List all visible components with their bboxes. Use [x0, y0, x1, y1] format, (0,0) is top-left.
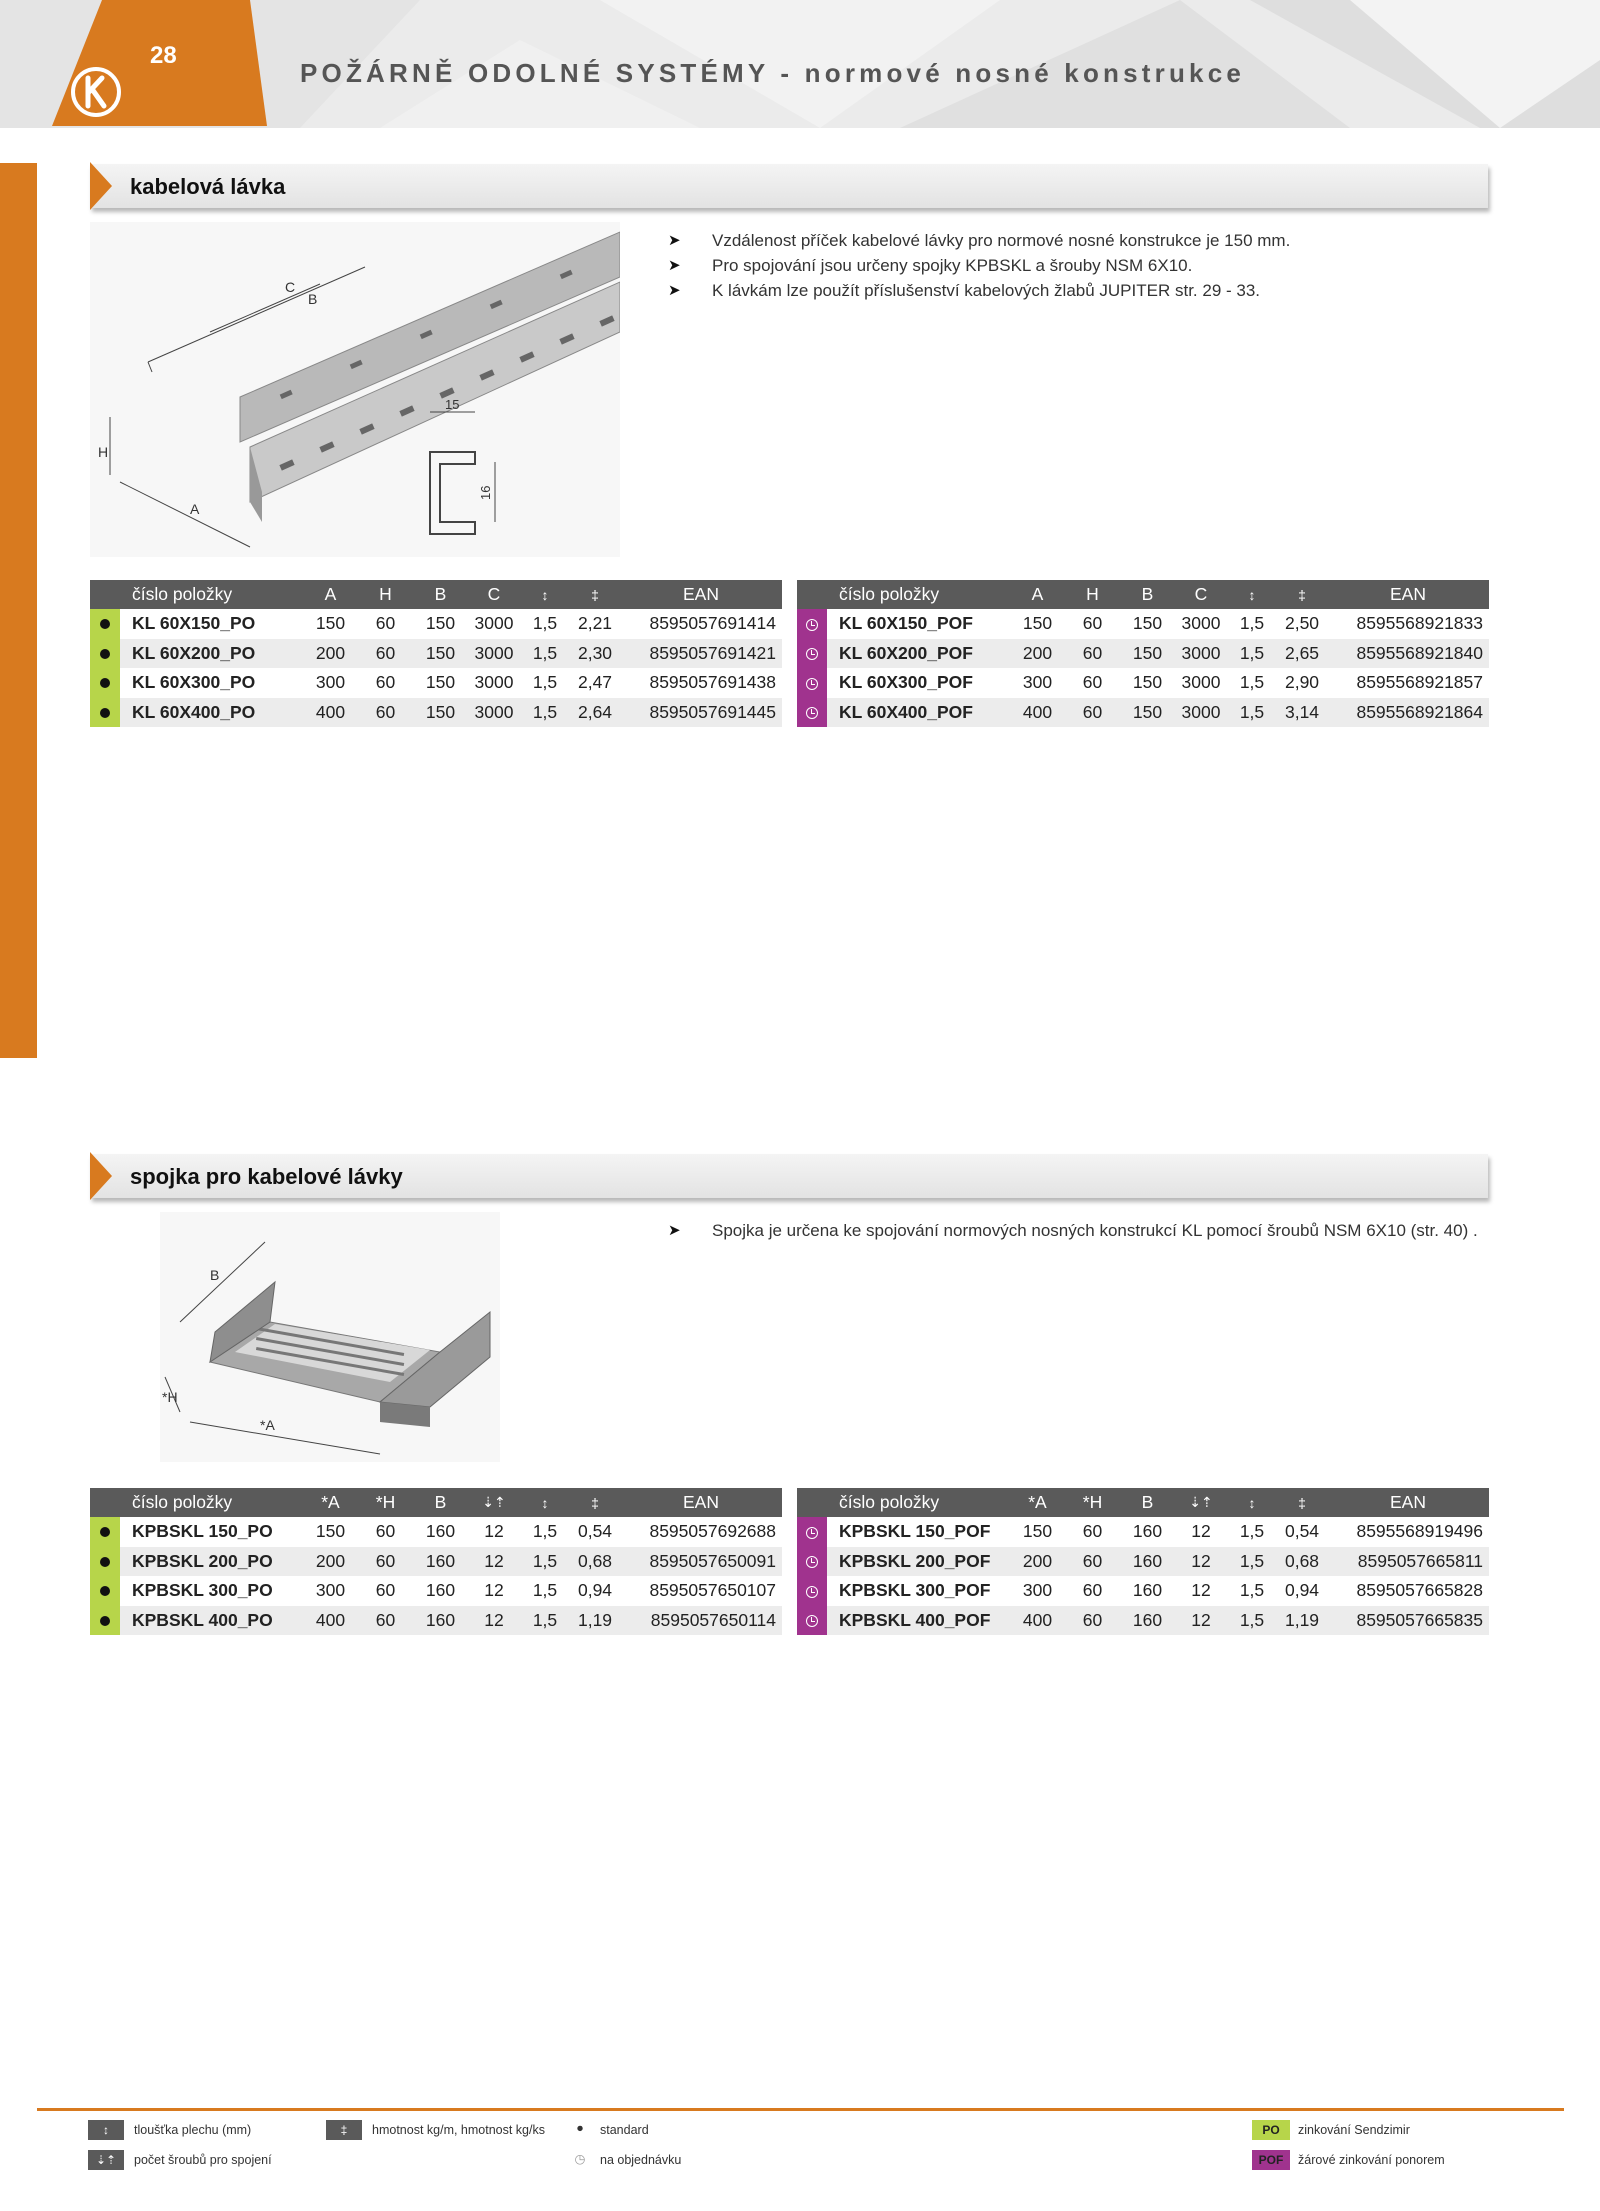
table-header-row: [797, 1488, 1489, 1517]
ean-code: 8595057665835: [1327, 1606, 1489, 1636]
col-header: číslo položky: [120, 1488, 303, 1517]
table-cell: 2,30: [570, 639, 620, 669]
table-cell: 300: [1022, 1580, 1053, 1601]
ean-code: 8595057691445: [620, 698, 782, 728]
item-code: KL 60X400_POF: [827, 698, 1010, 728]
clock-icon: [806, 1556, 818, 1568]
table-cell: 2,65: [1277, 639, 1327, 669]
col-header: *H: [358, 1488, 413, 1517]
table-cell: 60: [1065, 698, 1120, 728]
legend-weight: ‡ hmotnost kg/m, hmotnost kg/ks: [326, 2120, 586, 2142]
table-cell: 60: [358, 1606, 413, 1636]
thickness-icon: ↕: [1227, 580, 1277, 609]
table-cell: 160: [413, 1547, 468, 1577]
ean-code: 8595057691438: [649, 672, 776, 693]
col-header: *A: [1010, 1488, 1065, 1517]
table-cell: 3000: [1181, 613, 1221, 634]
table-cell: 0,54: [1284, 1521, 1320, 1542]
connector-drawing: [160, 1212, 500, 1462]
table-cell: 1,5: [520, 698, 570, 728]
table-cell: 1,5: [532, 613, 558, 634]
table-row: [90, 1547, 782, 1577]
table-cell: 150: [1132, 672, 1163, 693]
ean-code: 8595568921857: [1356, 672, 1483, 693]
connector-table-pof: [797, 1488, 1489, 1635]
table-row: [90, 1517, 782, 1547]
clock-icon: [806, 678, 818, 690]
table-cell: 1,5: [520, 1547, 570, 1577]
section-header-connector: [90, 1152, 1490, 1204]
table-cell: 300: [315, 1580, 346, 1601]
col-header: B: [413, 580, 468, 609]
dim-label-16: 16: [478, 485, 493, 500]
col-header: B: [413, 1488, 468, 1517]
col-header: číslo položky: [827, 580, 1010, 609]
table-cell: 12: [1191, 1521, 1211, 1542]
dim-label-a: *A: [260, 1417, 275, 1433]
col-header: H: [1065, 580, 1120, 609]
table-cell: 60: [1082, 1580, 1103, 1601]
clock-icon: [806, 1586, 818, 1598]
table-cell: 150: [315, 1521, 346, 1542]
table-header-row: [90, 1488, 782, 1517]
item-code: KL 60X150_POF: [839, 613, 973, 634]
table-cell: 1,5: [520, 1606, 570, 1636]
dim-label-h: *H: [162, 1389, 178, 1405]
table-row: [90, 698, 782, 728]
table-cell: 3000: [1175, 698, 1227, 728]
ean-code: 8595568921833: [1356, 613, 1483, 634]
item-code: KL 60X300_POF: [839, 672, 973, 693]
table-cell: 0,94: [577, 1580, 613, 1601]
cable-ladder-drawing: [90, 222, 620, 557]
table-cell: 150: [1120, 698, 1175, 728]
pof-badge: POF: [1252, 2150, 1290, 2170]
col-header: B: [1120, 1488, 1175, 1517]
table-cell: 200: [303, 1547, 358, 1577]
on-order-marker: [797, 668, 827, 698]
clock-icon: [806, 619, 818, 631]
footer-divider: [37, 2108, 1564, 2111]
table-cell: 12: [484, 1580, 504, 1601]
on-order-marker: [797, 698, 827, 728]
thickness-icon: ↕: [520, 1488, 570, 1517]
k-logo-icon: [70, 66, 122, 118]
table-cell: 400: [303, 698, 358, 728]
bolt-count-icon: ⇣⇡: [1175, 1488, 1227, 1517]
item-code: KPBSKL 150_PO: [132, 1521, 273, 1542]
col-header: H: [358, 580, 413, 609]
table-cell: 160: [1120, 1606, 1175, 1636]
header-title: POŽÁRNĚ ODOLNÉ SYSTÉMY - normové nosné konstrukce: [300, 58, 1246, 88]
standard-marker: [90, 1517, 120, 1547]
table-row: [797, 639, 1489, 669]
table-row: [90, 668, 782, 698]
table-header-row: [797, 580, 1489, 609]
table-cell: 0,94: [1284, 1580, 1320, 1601]
item-code: KL 60X200_POF: [827, 639, 1010, 669]
clock-icon: [806, 1527, 818, 1539]
table-cell: 160: [1132, 1580, 1163, 1601]
ean-code: 8595057692688: [649, 1521, 776, 1542]
bullet-item: ➤ K lávkám lze použít příslušenství kabelových žlabů JUPITER str. 29 - 33.: [668, 278, 1488, 303]
section1-bullets: [668, 228, 1488, 303]
dim-label-b: B: [308, 291, 318, 307]
table-cell: 1,5: [1227, 1547, 1277, 1577]
bullet-item: ➤ Vzdálenost příček kabelové lávky pro normové nosné konstrukce je 150 mm.: [668, 228, 1488, 253]
table-cell: 2,47: [577, 672, 613, 693]
ean-code: 8595057665828: [1356, 1580, 1483, 1601]
table-header-row: [90, 580, 782, 609]
standard-dot-icon: [100, 619, 110, 629]
item-code: KPBSKL 200_POF: [827, 1547, 1010, 1577]
table-cell: 3000: [1175, 639, 1227, 669]
table-cell: 60: [375, 1580, 396, 1601]
col-header: A: [303, 580, 358, 609]
item-code: KPBSKL 200_PO: [120, 1547, 303, 1577]
table-cell: 12: [468, 1547, 520, 1577]
table-cell: 150: [413, 639, 468, 669]
standard-marker: [90, 639, 120, 669]
table-cell: 1,5: [532, 672, 558, 693]
table-cell: 60: [1082, 613, 1103, 634]
ean-code: 8595057650107: [649, 1580, 776, 1601]
table-cell: 60: [358, 698, 413, 728]
table-cell: 200: [303, 639, 358, 669]
table-cell: 12: [1175, 1606, 1227, 1636]
table-cell: 1,5: [1239, 1580, 1265, 1601]
table-row: [90, 1576, 782, 1606]
ean-code: 8595057665811: [1327, 1547, 1489, 1577]
table-cell: 60: [375, 1521, 396, 1542]
section-title: spojka pro kabelové lávky: [130, 1164, 403, 1189]
section-header-cable-ladder: [90, 162, 1490, 214]
legend-on-order: ◷ na objednávku: [570, 2150, 730, 2172]
section-arrow-icon: [90, 162, 112, 210]
table-cell: 150: [413, 698, 468, 728]
ean-code: 8595568919496: [1356, 1521, 1483, 1542]
item-code: KPBSKL 150_POF: [839, 1521, 991, 1542]
table-cell: 60: [358, 639, 413, 669]
clock-icon: [806, 648, 818, 660]
standard-marker: [90, 668, 120, 698]
thickness-icon: ↕: [88, 2120, 124, 2140]
table-cell: 60: [1065, 1606, 1120, 1636]
table-cell: 0,54: [577, 1521, 613, 1542]
table-row: [797, 1517, 1489, 1547]
table-cell: 12: [468, 1606, 520, 1636]
item-code: KL 60X300_PO: [132, 672, 256, 693]
standard-dot-icon: [100, 708, 110, 718]
section2-bullets: [668, 1218, 1488, 1243]
table-cell: 2,90: [1284, 672, 1320, 693]
on-order-marker: [797, 1517, 827, 1547]
standard-marker: [90, 609, 120, 639]
standard-marker: [90, 1576, 120, 1606]
table-cell: 2,21: [577, 613, 613, 634]
standard-marker: [90, 1606, 120, 1636]
item-code: KL 60X400_PO: [120, 698, 303, 728]
ean-code: 8595568921864: [1327, 698, 1489, 728]
weight-icon: ‡: [570, 1488, 620, 1517]
bullet-item: ➤ Spojka je určena ke spojování normových nosných konstrukcí KL pomocí šroubů NSM 6X10 (str. 40) .: [668, 1218, 1488, 1243]
col-header: EAN: [620, 1488, 782, 1517]
section-arrow-icon: [90, 1152, 112, 1200]
item-code: KPBSKL 300_POF: [839, 1580, 991, 1601]
table-cell: 60: [1082, 1521, 1103, 1542]
table-cell: 160: [1132, 1521, 1163, 1542]
standard-dot-icon: [100, 1527, 110, 1537]
table-cell: 2,64: [570, 698, 620, 728]
cable-ladder-table-po: [90, 580, 782, 727]
on-order-marker: [797, 1576, 827, 1606]
col-header: A: [1010, 580, 1065, 609]
item-code: KL 60X200_PO: [120, 639, 303, 669]
item-code: KL 60X150_PO: [132, 613, 256, 634]
table-cell: 200: [1010, 1547, 1065, 1577]
standard-dot-icon: [100, 649, 110, 659]
table-cell: 160: [1120, 1547, 1175, 1577]
table-cell: 400: [303, 1606, 358, 1636]
item-code: KPBSKL 400_POF: [827, 1606, 1010, 1636]
cable-ladder-table-pof: [797, 580, 1489, 727]
table-cell: 200: [1010, 639, 1065, 669]
table-cell: 400: [1010, 698, 1065, 728]
table-row: [797, 668, 1489, 698]
ean-code: 8595568921840: [1327, 639, 1489, 669]
table-cell: 3000: [468, 698, 520, 728]
table-cell: 3000: [474, 613, 514, 634]
legend-standard: ● standard: [570, 2120, 730, 2142]
table-row: [90, 609, 782, 639]
table-cell: 3000: [1181, 672, 1221, 693]
clock-icon: ◷: [574, 2152, 586, 2166]
standard-dot-icon: [100, 678, 110, 688]
table-cell: 160: [413, 1606, 468, 1636]
table-cell: 60: [375, 613, 396, 634]
legend-thickness: ↕ tloušťka plechu (mm): [88, 2120, 348, 2142]
on-order-marker: [797, 609, 827, 639]
connector-table-po: [90, 1488, 782, 1635]
table-cell: 1,5: [1227, 698, 1277, 728]
thickness-icon: ↕: [1227, 1488, 1277, 1517]
table-cell: 160: [425, 1580, 456, 1601]
left-accent-bar: [0, 163, 37, 1058]
dim-label-c: C: [285, 279, 296, 295]
clock-icon: [806, 707, 818, 719]
table-cell: 0,68: [570, 1547, 620, 1577]
table-cell: 1,5: [1227, 639, 1277, 669]
table-cell: 150: [1120, 639, 1175, 669]
table-row: [797, 609, 1489, 639]
section-title: kabelová lávka: [130, 174, 286, 199]
table-cell: 12: [484, 1521, 504, 1542]
col-header: *H: [1065, 1488, 1120, 1517]
standard-dot-icon: [100, 1586, 110, 1596]
standard-dot-icon: ●: [576, 2121, 584, 2135]
table-cell: 60: [1065, 639, 1120, 669]
col-header: EAN: [1327, 580, 1489, 609]
legend-po: PO zinkování Sendzimir: [1252, 2120, 1452, 2142]
po-badge: PO: [1252, 2120, 1290, 2140]
table-cell: 150: [315, 613, 346, 634]
thickness-icon: ↕: [520, 580, 570, 609]
table-cell: 1,5: [520, 639, 570, 669]
standard-dot-icon: [100, 1557, 110, 1567]
table-row: [797, 1606, 1489, 1636]
table-row: [90, 639, 782, 669]
col-header: C: [468, 580, 520, 609]
table-cell: 150: [425, 672, 456, 693]
page-number: 28: [150, 42, 177, 69]
item-code: KPBSKL 300_PO: [132, 1580, 273, 1601]
table-cell: 60: [375, 672, 396, 693]
col-header: *A: [303, 1488, 358, 1517]
table-cell: 1,19: [570, 1606, 620, 1636]
table-cell: 150: [1022, 613, 1053, 634]
table-cell: 60: [1065, 1547, 1120, 1577]
weight-icon: ‡: [1277, 580, 1327, 609]
table-row: [797, 1547, 1489, 1577]
table-cell: 1,5: [532, 1521, 558, 1542]
table-row: [797, 1576, 1489, 1606]
col-header: B: [1120, 580, 1175, 609]
clock-icon: [806, 1615, 818, 1627]
on-order-marker: [797, 1606, 827, 1636]
col-header: EAN: [620, 580, 782, 609]
weight-icon: ‡: [1277, 1488, 1327, 1517]
table-cell: 160: [425, 1521, 456, 1542]
table-cell: 1,19: [1277, 1606, 1327, 1636]
dim-label-b: B: [210, 1267, 220, 1283]
table-cell: 1,5: [532, 1580, 558, 1601]
dim-label-15: 15: [445, 397, 460, 412]
table-cell: 3000: [468, 639, 520, 669]
table-cell: 150: [1132, 613, 1163, 634]
table-cell: 60: [1082, 672, 1103, 693]
table-cell: 0,68: [1277, 1547, 1327, 1577]
on-order-marker: [797, 1547, 827, 1577]
weight-icon: ‡: [570, 580, 620, 609]
table-row: [797, 698, 1489, 728]
standard-marker: [90, 698, 120, 728]
table-cell: 150: [1022, 1521, 1053, 1542]
table-cell: 3,14: [1277, 698, 1327, 728]
col-header: EAN: [1327, 1488, 1489, 1517]
table-cell: 400: [1010, 1606, 1065, 1636]
table-cell: 12: [1175, 1547, 1227, 1577]
table-cell: 1,5: [1239, 672, 1265, 693]
table-cell: 1,5: [1227, 1606, 1277, 1636]
col-header: číslo položky: [827, 1488, 1010, 1517]
legend-pof: POF žárové zinkování ponorem: [1252, 2150, 1452, 2172]
standard-dot-icon: [100, 1616, 110, 1626]
on-order-marker: [797, 639, 827, 669]
table-cell: 2,50: [1284, 613, 1320, 634]
ean-code: 8595057691414: [649, 613, 776, 634]
table-cell: 300: [1022, 672, 1053, 693]
bullet-item: ➤ Pro spojování jsou určeny spojky KPBSKL a šrouby NSM 6X10.: [668, 253, 1488, 278]
dim-label-a: A: [190, 501, 200, 517]
weight-icon: ‡: [326, 2120, 362, 2140]
table-row: [90, 1606, 782, 1636]
standard-marker: [90, 1547, 120, 1577]
ean-code: 8595057650114: [620, 1606, 782, 1636]
dim-label-h: H: [98, 444, 109, 460]
bolt-count-icon: ⇣⇡: [468, 1488, 520, 1517]
table-cell: 60: [358, 1547, 413, 1577]
bolt-count-icon: ⇣⇡: [88, 2150, 124, 2170]
ean-code: 8595057650091: [620, 1547, 782, 1577]
table-cell: 12: [1191, 1580, 1211, 1601]
table-cell: 150: [425, 613, 456, 634]
table-cell: 300: [315, 672, 346, 693]
table-cell: 3000: [474, 672, 514, 693]
table-cell: 1,5: [1239, 1521, 1265, 1542]
legend-bolts: ⇣⇡ počet šroubů pro spojení: [88, 2150, 348, 2172]
col-header: C: [1175, 580, 1227, 609]
col-header: číslo položky: [120, 580, 303, 609]
ean-code: 8595057691421: [620, 639, 782, 669]
item-code: KPBSKL 400_PO: [120, 1606, 303, 1636]
table-cell: 1,5: [1239, 613, 1265, 634]
